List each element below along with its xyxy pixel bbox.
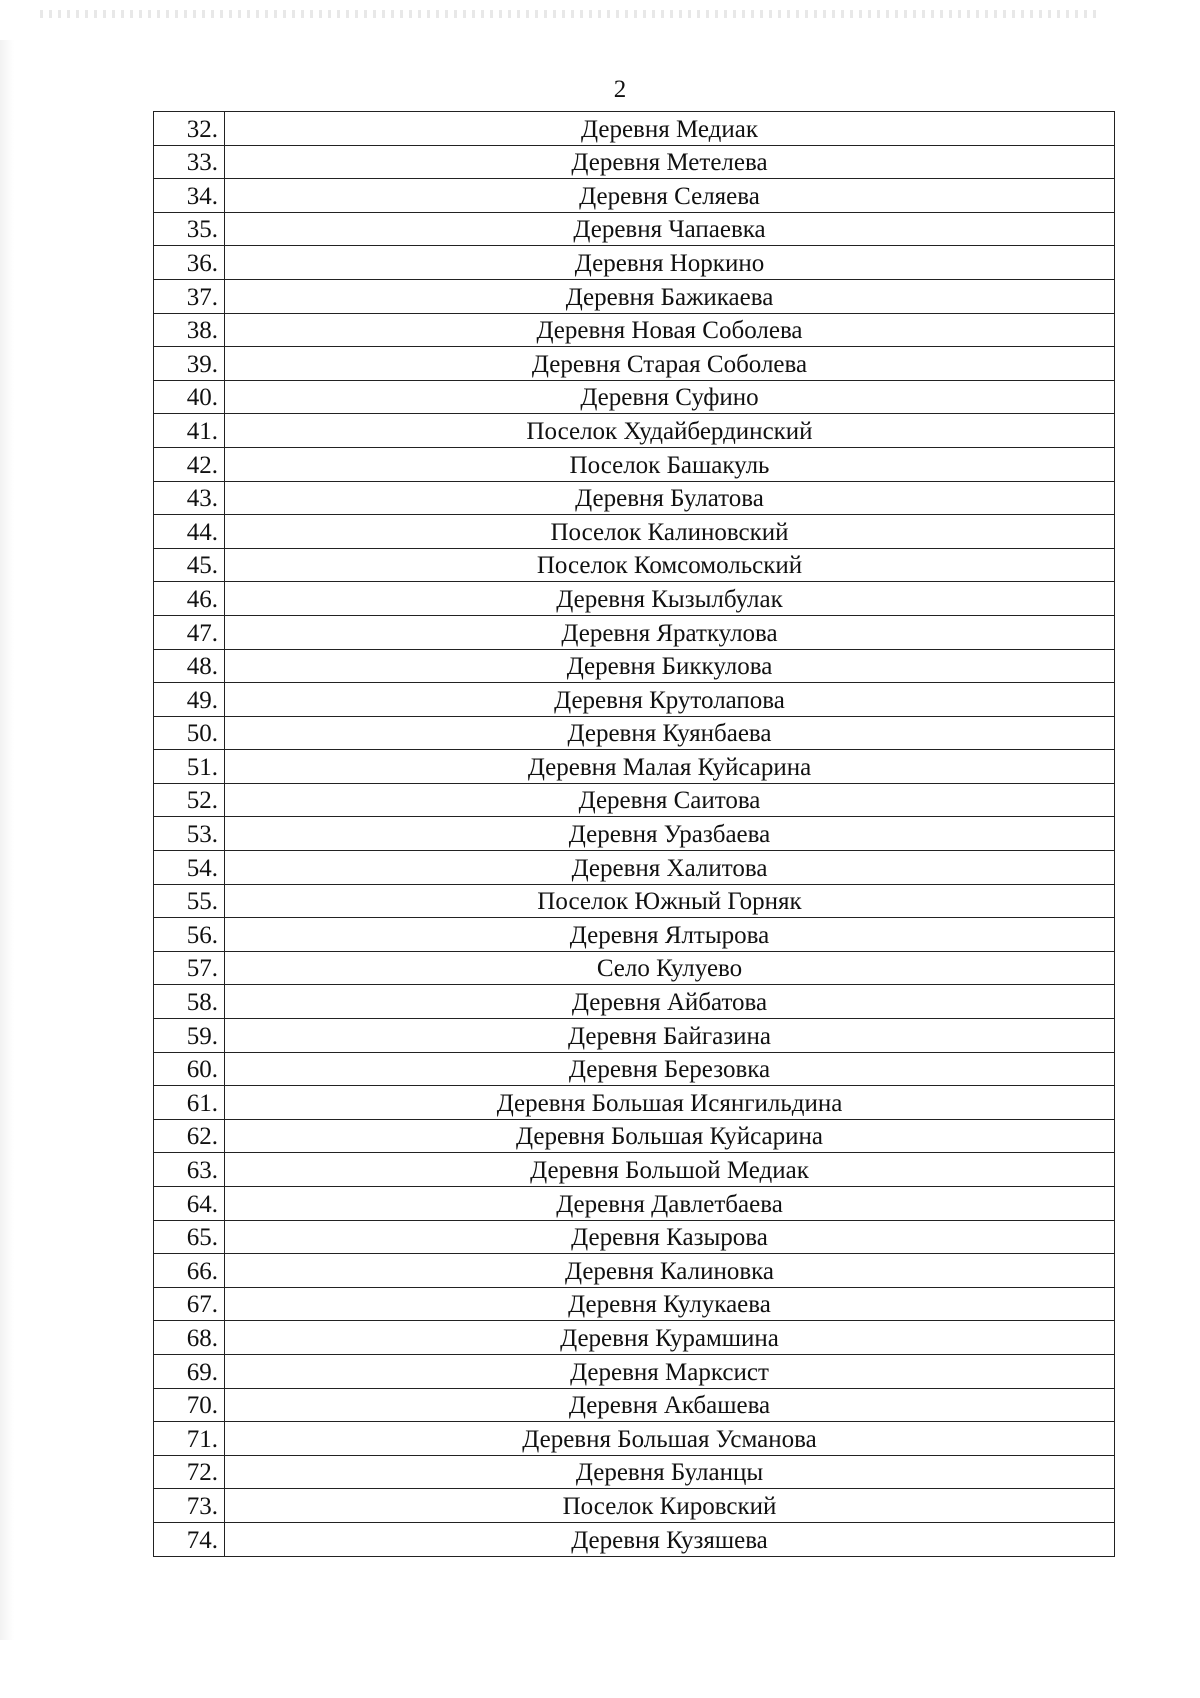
settlement-name: Деревня Марксист	[225, 1354, 1115, 1388]
row-number: 33.	[154, 145, 225, 179]
table-row	[154, 481, 1115, 515]
settlement-name: Село Кулуево	[225, 951, 1115, 985]
row-number: 56.	[154, 918, 225, 952]
row-number: 40.	[154, 380, 225, 414]
table-row	[154, 1489, 1115, 1523]
settlement-name: Деревня Кулукаева	[225, 1287, 1115, 1321]
table-row	[154, 212, 1115, 246]
row-number: 37.	[154, 279, 225, 313]
settlement-name: Деревня Большая Куйсарина	[225, 1119, 1115, 1153]
settlement-name: Деревня Большая Усманова	[225, 1422, 1115, 1456]
row-number: 44.	[154, 515, 225, 549]
table-row	[154, 1119, 1115, 1153]
row-number: 32.	[154, 112, 225, 146]
row-number: 34.	[154, 179, 225, 213]
settlements-table	[153, 111, 1115, 1557]
row-number: 35.	[154, 212, 225, 246]
settlement-name: Деревня Халитова	[225, 851, 1115, 885]
settlement-name: Деревня Айбатова	[225, 985, 1115, 1019]
table-row	[154, 716, 1115, 750]
table-row	[154, 447, 1115, 481]
settlement-name: Деревня Ялтырова	[225, 918, 1115, 952]
table-row	[154, 279, 1115, 313]
table-row	[154, 1220, 1115, 1254]
settlement-name: Деревня Яраткулова	[225, 615, 1115, 649]
table-row	[154, 1287, 1115, 1321]
row-number: 51.	[154, 750, 225, 784]
row-number: 61.	[154, 1086, 225, 1120]
row-number: 65.	[154, 1220, 225, 1254]
settlement-name: Деревня Уразбаева	[225, 817, 1115, 851]
row-number: 48.	[154, 649, 225, 683]
settlement-name: Деревня Кызылбулак	[225, 582, 1115, 616]
table-row	[154, 548, 1115, 582]
scan-artifact-left	[0, 40, 14, 1640]
row-number: 72.	[154, 1455, 225, 1489]
table-row	[154, 1388, 1115, 1422]
table-row	[154, 515, 1115, 549]
table-row	[154, 380, 1115, 414]
row-number: 69.	[154, 1354, 225, 1388]
row-number: 49.	[154, 683, 225, 717]
table-body	[154, 112, 1115, 1557]
row-number: 41.	[154, 414, 225, 448]
settlement-name: Деревня Большой Медиак	[225, 1153, 1115, 1187]
table-row	[154, 951, 1115, 985]
page-number: 2	[613, 76, 627, 103]
table-row	[154, 145, 1115, 179]
settlement-name: Деревня Булатова	[225, 481, 1115, 515]
row-number: 46.	[154, 582, 225, 616]
table-row	[154, 347, 1115, 381]
row-number: 52.	[154, 783, 225, 817]
table-row	[154, 1522, 1115, 1556]
settlement-name: Деревня Биккулова	[225, 649, 1115, 683]
table-row	[154, 1153, 1115, 1187]
table-row	[154, 884, 1115, 918]
settlement-name: Деревня Медиак	[225, 112, 1115, 146]
row-number: 54.	[154, 851, 225, 885]
table-row	[154, 1254, 1115, 1288]
table-row	[154, 817, 1115, 851]
table-row	[154, 313, 1115, 347]
row-number: 74.	[154, 1522, 225, 1556]
row-number: 66.	[154, 1254, 225, 1288]
table-row	[154, 246, 1115, 280]
row-number: 71.	[154, 1422, 225, 1456]
row-number: 68.	[154, 1321, 225, 1355]
table-row	[154, 1052, 1115, 1086]
table-row	[154, 783, 1115, 817]
settlement-name: Деревня Суфино	[225, 380, 1115, 414]
row-number: 59.	[154, 1019, 225, 1053]
row-number: 70.	[154, 1388, 225, 1422]
table-row	[154, 582, 1115, 616]
table-row	[154, 112, 1115, 146]
settlement-name: Поселок Башакуль	[225, 447, 1115, 481]
table-row	[154, 179, 1115, 213]
settlement-name: Поселок Комсомольский	[225, 548, 1115, 582]
table-row	[154, 1086, 1115, 1120]
settlement-name: Деревня Буланцы	[225, 1455, 1115, 1489]
settlement-name: Деревня Казырова	[225, 1220, 1115, 1254]
row-number: 38.	[154, 313, 225, 347]
table-row	[154, 1455, 1115, 1489]
settlement-name: Деревня Новая Соболева	[225, 313, 1115, 347]
table-row	[154, 918, 1115, 952]
row-number: 43.	[154, 481, 225, 515]
row-number: 57.	[154, 951, 225, 985]
settlement-name: Деревня Давлетбаева	[225, 1187, 1115, 1221]
settlement-name: Деревня Малая Куйсарина	[225, 750, 1115, 784]
table-row	[154, 1422, 1115, 1456]
table-row	[154, 750, 1115, 784]
settlement-name: Деревня Селяева	[225, 179, 1115, 213]
table-row	[154, 1321, 1115, 1355]
row-number: 53.	[154, 817, 225, 851]
row-number: 55.	[154, 884, 225, 918]
row-number: 73.	[154, 1489, 225, 1523]
row-number: 62.	[154, 1119, 225, 1153]
row-number: 63.	[154, 1153, 225, 1187]
table-row	[154, 985, 1115, 1019]
row-number: 50.	[154, 716, 225, 750]
table-row	[154, 615, 1115, 649]
row-number: 67.	[154, 1287, 225, 1321]
row-number: 64.	[154, 1187, 225, 1221]
settlement-name: Деревня Калиновка	[225, 1254, 1115, 1288]
settlement-name: Деревня Байгазина	[225, 1019, 1115, 1053]
row-number: 39.	[154, 347, 225, 381]
settlement-name: Деревня Бажикаева	[225, 279, 1115, 313]
settlement-name: Деревня Метелева	[225, 145, 1115, 179]
settlement-name: Деревня Крутолапова	[225, 683, 1115, 717]
settlement-name: Деревня Кузяшева	[225, 1522, 1115, 1556]
settlement-name: Поселок Кировский	[225, 1489, 1115, 1523]
settlement-name: Деревня Чапаевка	[225, 212, 1115, 246]
settlement-name: Деревня Норкино	[225, 246, 1115, 280]
table-row	[154, 1187, 1115, 1221]
settlement-name: Деревня Акбашева	[225, 1388, 1115, 1422]
settlement-name: Деревня Саитова	[225, 783, 1115, 817]
row-number: 42.	[154, 447, 225, 481]
settlement-name: Деревня Старая Соболева	[225, 347, 1115, 381]
table-row	[154, 1354, 1115, 1388]
row-number: 36.	[154, 246, 225, 280]
row-number: 60.	[154, 1052, 225, 1086]
table-row	[154, 649, 1115, 683]
row-number: 45.	[154, 548, 225, 582]
settlement-name: Деревня Курамшина	[225, 1321, 1115, 1355]
settlement-name: Поселок Худайбердинский	[225, 414, 1115, 448]
table-row	[154, 414, 1115, 448]
settlement-name: Деревня Куянбаева	[225, 716, 1115, 750]
settlement-name: Поселок Калиновский	[225, 515, 1115, 549]
scan-artifact-top	[40, 10, 1100, 18]
table-row	[154, 851, 1115, 885]
row-number: 47.	[154, 615, 225, 649]
row-number: 58.	[154, 985, 225, 1019]
settlement-name: Деревня Большая Исянгильдина	[225, 1086, 1115, 1120]
settlement-name: Деревня Березовка	[225, 1052, 1115, 1086]
settlement-name: Поселок Южный Горняк	[225, 884, 1115, 918]
table-row	[154, 1019, 1115, 1053]
table-row	[154, 683, 1115, 717]
